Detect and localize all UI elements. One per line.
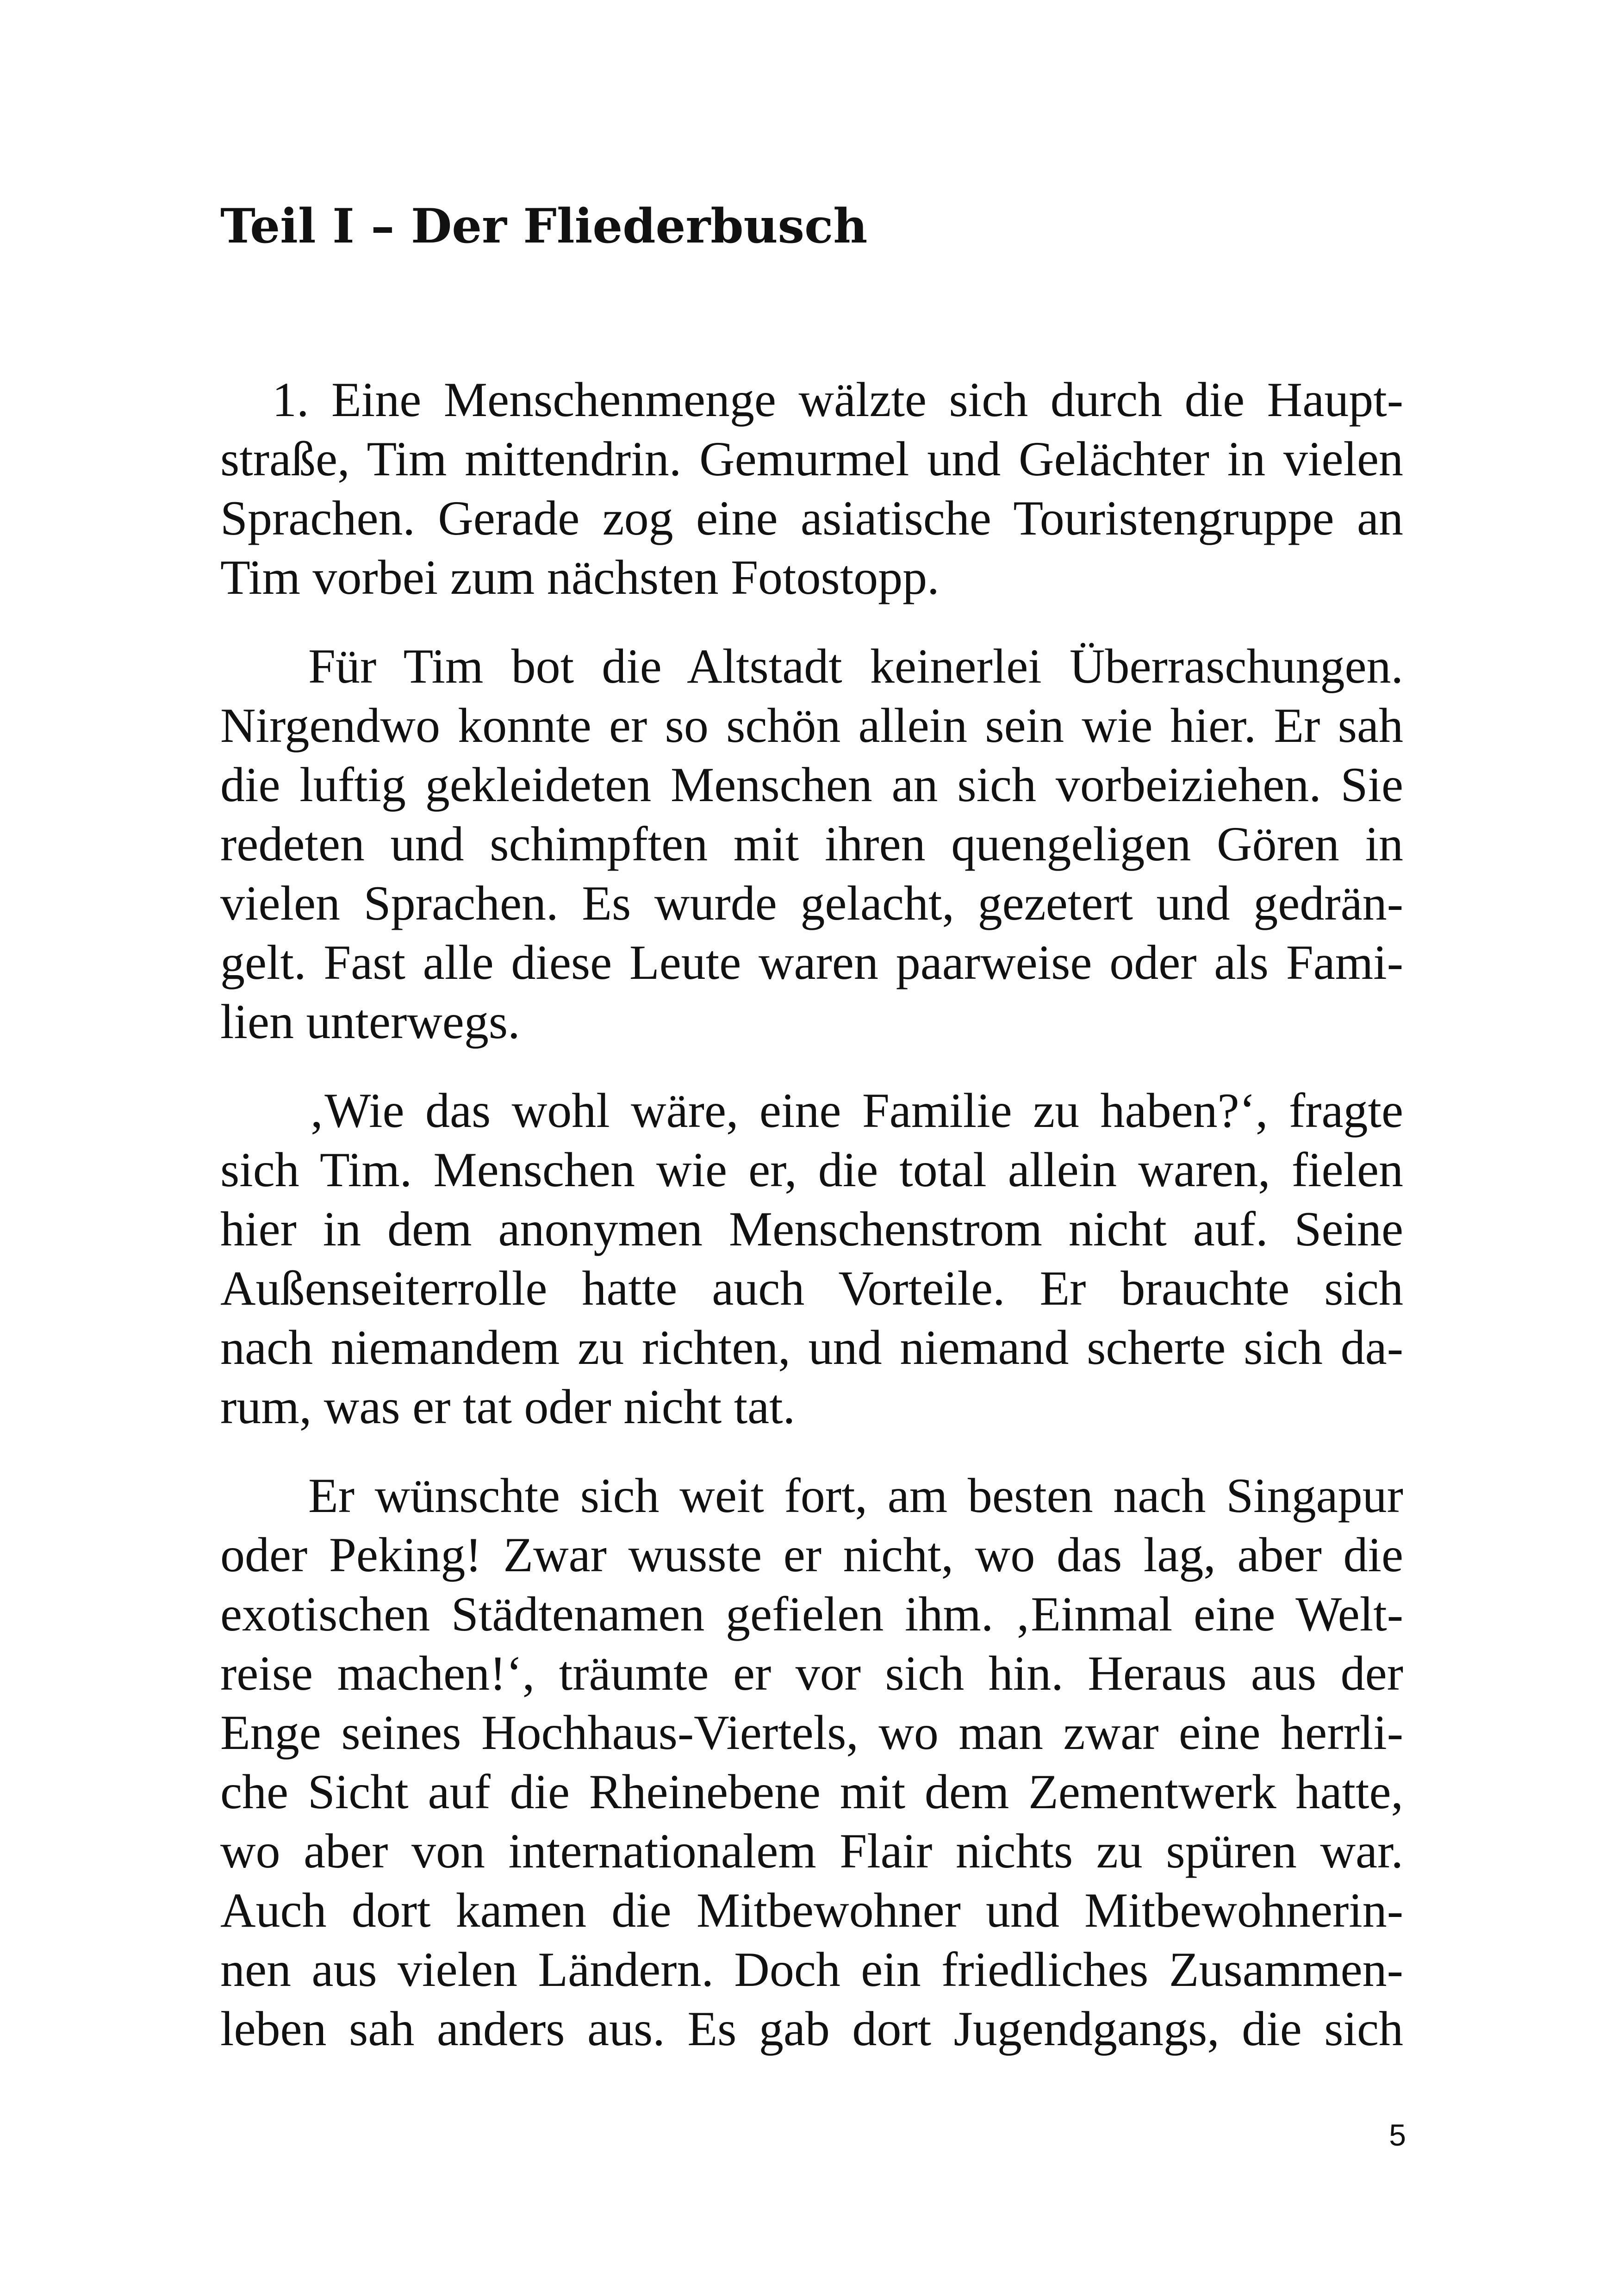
text-line: lien unterwegs. — [220, 995, 520, 1049]
text-line: Nirgendwo konnte er so schön allein sein wie hier. Er sah — [220, 698, 1403, 753]
text-line: vielen Sprachen. Es wurde gelacht, gezetert und gedrän- — [220, 876, 1403, 930]
text-line: hier in dem anonymen Menschenstrom nicht auf. Seine — [220, 1202, 1403, 1256]
paragraph-2 — [220, 637, 1403, 1052]
text-line: nach niemandem zu richten, und niemand scherte sich da- — [220, 1320, 1403, 1375]
text-line: redeten und schimpften mit ihren quengeligen Gören in — [220, 817, 1403, 871]
text-line: sich Tim. Menschen wie er, die total allein waren, fielen — [220, 1143, 1403, 1197]
text-line: 1. Eine Menschenmenge wälzte sich durch die Haupt- — [272, 373, 1403, 427]
text-line: wo aber von internationalem Flair nichts zu spüren war. — [220, 1824, 1403, 1878]
chapter-title: Teil I – Der Fliederbusch — [220, 199, 868, 254]
text-line: die luftig gekleideten Menschen an sich vorbeiziehen. Sie — [220, 758, 1403, 812]
text-line: Tim vorbei zum nächsten Fotostopp. — [220, 550, 940, 604]
text-line: che Sicht auf die Rheinebene mit dem Zementwerk hatte, — [220, 1765, 1403, 1819]
text-line: rum, was er tat oder nicht tat. — [220, 1380, 796, 1434]
text-line: ‚Wie das wohl wäre, eine Familie zu haben?‘, fragte — [308, 1083, 1403, 1138]
text-line: Für Tim bot die Altstadt keinerlei Überraschungen. — [308, 639, 1403, 693]
body-text — [220, 370, 1403, 2088]
text-line: reise machen!‘, träumte er vor sich hin. Heraus aus der — [220, 1646, 1403, 1700]
paragraph-1 — [220, 370, 1403, 607]
text-line: nen aus vielen Ländern. Doch ein friedliches Zusammen- — [220, 1942, 1403, 1997]
page-number: 5 — [1389, 2118, 1406, 2152]
text-line: Außenseiterrolle hatte auch Vorteile. Er brauchte sich — [220, 1261, 1403, 1315]
text-line: gelt. Fast alle diese Leute waren paarweise oder als Fami- — [220, 935, 1403, 989]
text-line: exotischen Städtenamen gefielen ihm. ‚Einmal eine Welt- — [220, 1587, 1403, 1641]
paragraph-3 — [220, 1081, 1403, 1437]
text-line: oder Peking! Zwar wusste er nicht, wo das lag, aber die — [220, 1528, 1403, 1582]
text-line: Auch dort kamen die Mitbewohner und Mitbewohnerin- — [220, 1883, 1403, 1937]
text-line: Er wünschte sich weit fort, am besten nach Singapur — [308, 1468, 1403, 1523]
text-line: straße, Tim mittendrin. Gemurmel und Gelächter in vielen — [220, 432, 1403, 486]
text-line: Sprachen. Gerade zog eine asiatische Touristengruppe an — [220, 491, 1403, 545]
paragraph-4 — [220, 1466, 1403, 2059]
text-line: leben sah anders aus. Es gab dort Jugendgangs, die sich — [220, 2002, 1403, 2056]
text-line: Enge seines Hochhaus-Viertels, wo man zwar eine herrli- — [220, 1705, 1403, 1760]
